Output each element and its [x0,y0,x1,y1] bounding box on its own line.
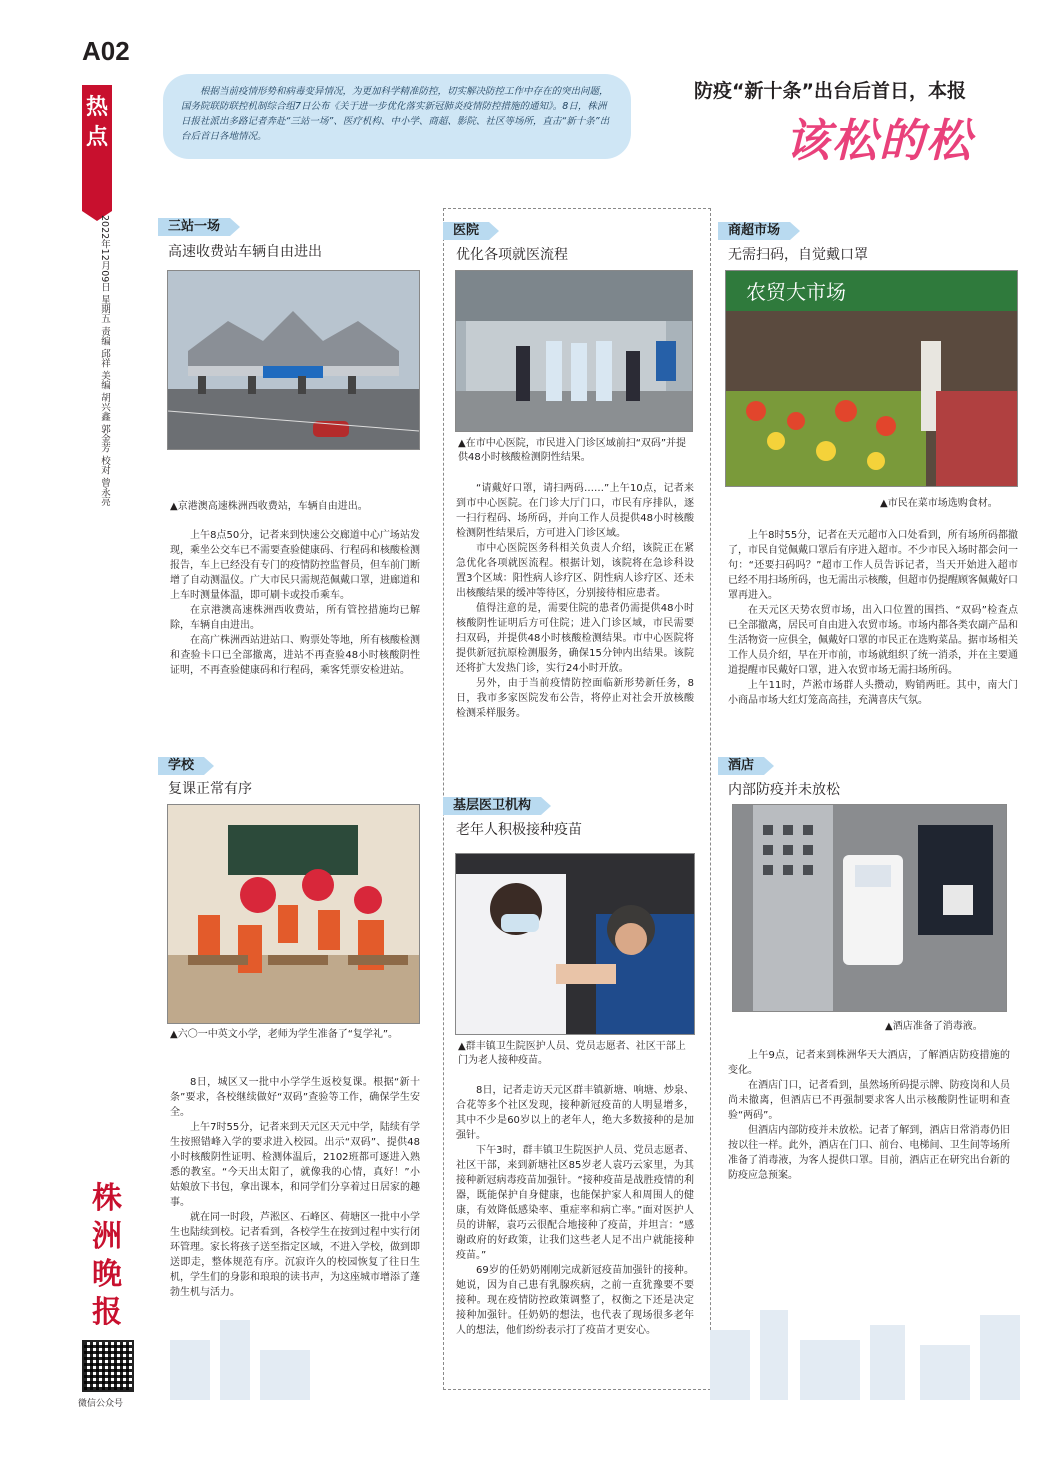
paragraph: 市中心医院医务科相关负责人介绍，该院正在紧急优化各项就医流程。根据计划，该院将在急诊科设置3个区域：阳性病人诊疗区、阴性病人诊疗区、还未出核酸结果的缓冲等待区，分别接待相应患者。 [456,543,694,599]
photo-classroom [167,804,420,1024]
paragraph: “请戴好口罩，请扫两码……”上午10点，记者来到市中心医院。在门诊大厅门口，市民有序排队，逐一扫行程码、场所码，并向工作人员提供48小时核酸检测阴性结果后，方可进入门诊区域。 [456,483,694,539]
article-hospital [456,481,694,721]
paragraph: 在天元区天势农贸市场，出入口位置的围挡、“双码”检查点已全部撤离，居民可自由进入农贸市场。市场内都各类农副产品和生活物资一应俱全，佩戴好口罩的市民正在选购菜品。据市场相关工作人员介绍，早在开市前，市场就组织了统一消杀，并在主要通道提醒市民戴好口罩，进入农贸市场无需扫场所码。 [728,605,1018,676]
issue-info: 2022年12月09日 星期五 责编 邱祥 美编 胡兴鑫 郭金芳 校对 曾永亮 [99,215,110,507]
tag-market: 商超市场 [718,222,790,240]
intro-bubble: 根据当前疫情形势和病毒变异情况，为更加科学精准防控，切实解决防控工作中存在的突出问题，国务院联防联控机制综合组7日公布《关于进一步优化落实新冠肺炎疫情防控措施的通知》。8日，株洲日报社派出多路记者奔赴“三站一场”、医疗机构、中小学、商超、影院、社区等场所，直击“新十条”出台后首日各地情况。 [163,74,631,159]
paragraph: 上午7时55分，记者来到天元区天元中学，陆续有学生按照错峰入学的要求进入校园。出示“双码”、提供48小时核酸阴性证明、检测体温后，2102班都可逐进入熟悉的教室。“今天出太阳了，就像我的心情，真好！”小姑娘放下书包，拿出课本，和同学们分享着过日居家的趣事。 [170,1122,420,1208]
paragraph: 值得注意的是，需要住院的患者仍需提供48小时核酸阴性证明后方可住院；进入门诊区域，市民需要扫双码，并提供48小时核酸检测结果。市中心医院将提供新冠抗原检测服务，确保15分钟内出结果。该院还将扩大发热门诊，实行24小时开放。 [456,603,694,674]
paragraph: 在京港澳高速株洲西收费站，所有管控措施均已解除，车辆自由进出。 [170,605,420,631]
paragraph: 8日，记者走访天元区群丰镇新塘、响塘、炒泉、合花等多个社区发现，接种新冠疫苗的人明显增多，其中不少是60岁以上的老年人，绝大多数接种的是加强针。 [456,1085,694,1141]
paragraph: 上午9点，记者来到株洲华天大酒店，了解酒店防疫措施的变化。 [728,1050,1010,1076]
photo-market [725,270,1018,487]
tag-stations: 三站一场 [158,218,230,236]
article-market [728,528,1018,708]
tag-hotel: 酒店 [718,757,764,775]
tag-clinic: 基层医卫机构 [443,797,541,815]
qr-code-icon[interactable] [82,1340,134,1392]
caption-classroom: ▲六〇一中英文小学，老师为学生准备了“复学礼”。 [170,1029,399,1040]
caption-hotel: ▲酒店准备了消毒液。 [885,1021,983,1032]
article-stations [170,528,420,678]
paragraph: 在酒店门口，记者看到，虽然场所码提示牌、防疫岗和人员尚未撤离，但酒店已不再强制要求客人出示核酸阴性证明和查验“两码”。 [728,1080,1010,1121]
tag-hospital: 医院 [443,222,489,240]
paragraph: 上午11时，芦淞市场群人头攒动，购销两旺。其中，南大门小商品市场大红灯笼高高挂，充满喜庆气氛。 [728,680,1018,706]
subhead-clinic: 老年人积极接种疫苗 [456,822,582,838]
subhead-hospital: 优化各项就医流程 [456,247,568,263]
caption-vaccination: ▲群丰镇卫生院医护人员、党员志愿者、社区干部上门为老人接种疫苗。 [458,1041,686,1066]
caption-toll-station: ▲京港澳高速株洲西收费站，车辆自由进出。 [170,501,368,512]
paragraph: 在高广株洲西站进站口、购票处等地，所有核酸检测和查验卡口已全部撤离，进站不再查验48小时核酸阴性证明，不再查验健康码和行程码，乘客凭票安检进站。 [170,635,420,676]
tag-school: 学校 [158,757,204,775]
page-number: A02 [82,36,130,66]
subhead-school: 复课正常有序 [168,781,252,797]
photo-vaccination [455,853,695,1035]
section-tag: 热点 [82,85,112,211]
paragraph: 下午3时，群丰镇卫生院医护人员、党员志愿者、社区干部，来到新塘社区85岁老人袁巧云家里，为其接种新冠病毒疫苗加强针。“接种疫苗是战胜疫情的利器，既能保护自身健康，也能保护家人和周围人的健康，有效降低感染率、重症率和病亡率。”面对医护人员的讲解，袁巧云很配合地接种了疫苗，并坦言：“感谢政府的好政策，让我们这些老人足不出户就能接种疫苗。” [456,1145,694,1261]
subhead-hotel: 内部防疫并未放松 [728,782,840,798]
qr-label: 微信公众号 [78,1399,124,1409]
paragraph: 8日，城区又一批中小学学生返校复课。根据“新十条”要求，各校继续做好“双码”查验等工作，确保学生安全。 [170,1077,420,1118]
caption-market: ▲市民在菜市场选购食材。 [880,498,998,509]
paragraph: 就在同一时段，芦淞区、石峰区、荷塘区一批中小学生也陆续到校。记者看到，各校学生在按到过程中实行闭环管理。家长将孩子送至指定区域，不进入学校，做到即送即走，整体规范有序。沉寂许久的校园恢复了往日生机，学生们的身影和琅琅的读书声，为这座城市增添了蓬勃生机与活力。 [170,1212,420,1298]
paragraph: 但酒店内部防疫并未放松。记者了解到，酒店日常消毒仍旧按以往一样。此外，酒店在门口、前台、电梯间、卫生间等场所准备了消毒液，为客人提供口罩。目前，酒店正在研究出台新的防疫应急预案。 [728,1125,1010,1181]
paragraph: 另外，由于当前疫情防控面临新形势新任务，8日，我市多家医院发布公告，将停止对社会开放核酸检测采样服务。 [456,678,694,719]
paragraph: 上午8点50分，记者来到快速公交廊道中心广场站发现，乘坐公交车已不需要查验健康码、行程码和核酸检测报告，车上已经没有专门的疫情防控监督员，但车前门断增了自动测温仪。广大市民只需规范佩戴口罩，进廊道和上车时测量体温，即可刷卡或投币乘车。 [170,530,420,601]
photo-hospital [455,270,693,432]
market-sign: 农贸大市场 [746,280,846,304]
article-school [170,1075,420,1300]
caption-hospital: ▲在市中心医院，市民进入门诊区域前扫“双码”并提供48小时核酸检测阴性结果。 [458,438,687,463]
skyline-decoration [150,1300,1030,1400]
photo-hotel [732,804,1007,1012]
photo-toll-station [167,270,420,450]
subhead-market: 无需扫码，自觉戴口罩 [728,247,868,263]
subhead-stations: 高速收费站车辆自由进出 [168,244,322,260]
headline-line1: 防疫“新十条”出台后首日，本报 [694,80,966,102]
paper-logo: 株洲晚报 [92,1181,122,1330]
paragraph: 69岁的任奶奶刚刚完成新冠疫苗加强针的接种。她说，因为自己患有乳腺疾病，之前一直犹豫要不要接种。现在疫情防控政策调整了，权衡之下还是决定接种加强针。任奶奶的想法，也代表了现场很多老年人的想法，他们纷纷表示打了疫苗才更安心。 [456,1265,694,1336]
headline-line2: 该松的松 [785,114,974,167]
article-hotel [728,1048,1010,1183]
paragraph: 上午8时55分，记者在天元超市入口处看到，所有场所码都撤了，市民自觉佩戴口罩后有序进入超市。不少市民入场时都会问一句：“还要扫码吗？”超市工作人员告诉记者，当天开始进入超市已经不用扫场所码，也无需出示核酸，但超市仍提醒顾客佩戴好口罩再进入。 [728,530,1018,601]
